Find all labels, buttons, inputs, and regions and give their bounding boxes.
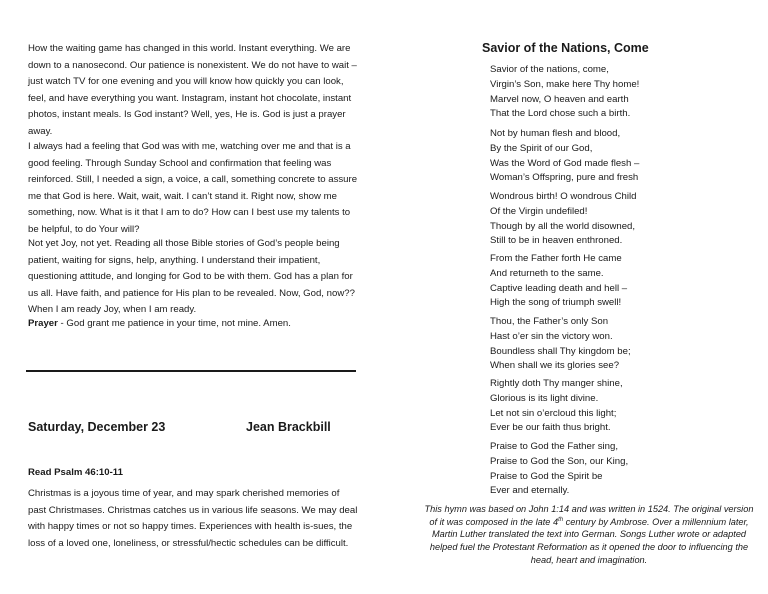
hymn-stanza-5 [490,315,690,374]
hymn-line: Praise to God the Spirit be [490,470,603,482]
hymn-line: Was the Word of God made flesh – [490,157,640,169]
hymn-stanza-6 [490,377,690,436]
entry-date: Saturday, December 23 [28,420,166,434]
hymn-line: Thou, the Father’s only Son [490,316,609,327]
prayer-text: - God grant me patience in your time, not mine. Amen. [57,318,291,329]
hymn-line: When shall we its glories see? [490,360,620,372]
hymn-line: Marvel now, O heaven and earth [490,93,629,105]
hymn-line: Wondrous birth! O wondrous Child [490,191,637,202]
hymn-stanza-3 [490,190,690,249]
hymn-line: Woman’s Offspring, pure and fresh [490,172,639,184]
entry-author: Jean Brackbill [246,420,331,434]
hymn-line: Hast o’er sin the victory won. [490,330,613,342]
hymn-line: Glorious is its light divine. [490,392,599,404]
scripture-reference: Read Psalm 46:10-11 [28,467,123,478]
hymn-line: By the Spirit of our God, [490,142,593,154]
hymn-line: Captive leading death and hell – [490,282,628,294]
hymn-line: Praise to God the Father sing, [490,441,618,452]
hymn-line: That the Lord chose such a birth. [490,108,631,120]
hymn-title: Savior of the Nations, Come [482,41,649,55]
hymn-line: Ever and eternally. [490,485,570,497]
hymn-line: High the song of triumph swell! [490,297,622,309]
hymn-line: Rightly doth Thy manger shine, [490,378,623,389]
hymn-line: Savior of the nations, come, [490,64,609,75]
hymn-stanza-4 [490,252,690,311]
hymn-line: Praise to God the Son, our King, [490,455,629,467]
hymn-stanza-2 [490,127,690,186]
hymn-note-text: This hymn was based on John 1:14 and was written in 1524. The original version of it was composed in the late 4 [424,504,754,527]
entry-body: Christmas is a joyous time of year, and may spark cherished memories of past Christmases. Christmas catches us in various life seasons. We may deal with happy times or not so happy times. Experiences with health is-sues, the loss of a loved one, loneliness, or stressful/hectic schedules can be difficult. [28,488,358,549]
prayer-label: Prayer [28,318,58,329]
hymn-note-superscript: th [558,516,564,523]
hymn-line: Virgin’s Son, make here Thy home! [490,78,640,90]
prayer-line [28,316,358,333]
hymn-line: From the Father forth He came [490,253,622,264]
hymn-note-text-end: century by Ambrose. Over a millennium later, Martin Luther translated the text into German. Songs Luther wrote or adapted helped fuel the Protestant Reformation as it opened the door to influencing the head, heart and imagination. [429,516,749,565]
paragraph-2: I always had a feeling that God was with me, watching over me and that is a good feeling. Through Sunday School and confirmation that feeling was reinforced. Still, I needed a sign, a voice, a call, something concrete to assure me that God is here. Wait, wait, wait. I can’t stand it. Right now, show me something, now. What is it that I am to do? How can I best use my talents to be helpful, to do Your will? [28,141,358,235]
hymn-line: Though by all the world disowned, [490,220,636,232]
hymn-note [420,503,758,567]
hymn-line: Let not sin o’ercloud this light; [490,407,617,419]
hymn-line: Still to be in heaven enthroned. [490,235,623,247]
paragraph-1: How the waiting game has changed in this world. Instant everything. We are down to a nanosecond. Our patience is nonexistent. We do not have to wait – just watch TV for one evening and you will know how quickly you can look, feel, and have everything you want. Instagram, instant hot chocolate, instant photos, instant meals. Is God instant? Well, yes, He is. God is just a prayer away. [28,43,357,137]
hymn-line: Not by human flesh and blood, [490,128,621,139]
hymn-line: Of the Virgin undefiled! [490,205,588,217]
section-divider [26,370,356,372]
hymn-line: And returneth to the same. [490,267,604,279]
paragraph-3: Not yet Joy, not yet. Reading all those Bible stories of God’s people being patient, waiting for signs, help, anything. I understand their impatient, questioning attitude, and longing for God to be with them. God has a plan for us all. Have faith, and patience for His plan to be revealed. Now, God, now?? When I am ready Joy, when I am ready. [28,238,355,316]
hymn-line: Ever be our faith thus bright. [490,422,611,434]
hymn-stanza-1 [490,63,690,122]
hymn-stanza-7 [490,440,690,499]
right-page [384,0,768,594]
hymn-line: Boundless shall Thy kingdom be; [490,345,631,357]
